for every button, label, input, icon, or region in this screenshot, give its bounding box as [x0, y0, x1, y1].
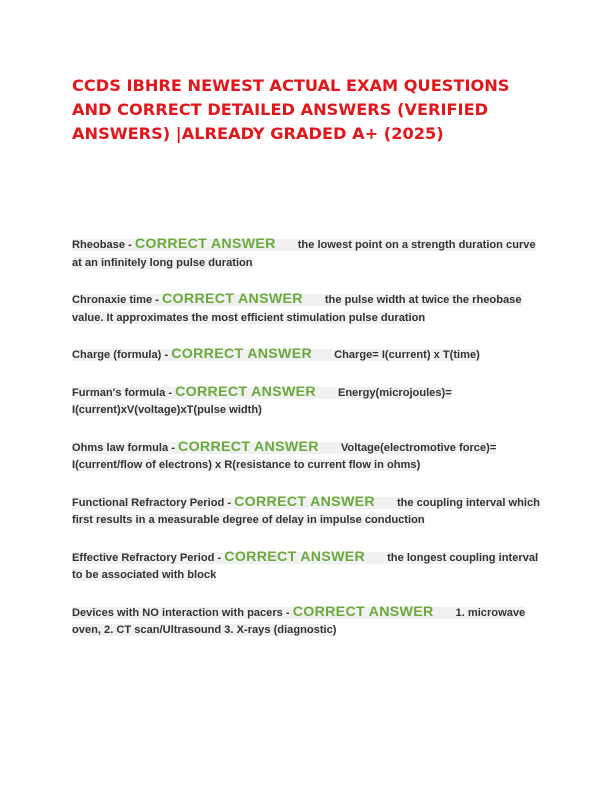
qa-separator: -	[165, 386, 176, 399]
qa-highlight	[72, 383, 452, 417]
qa-separator: -	[125, 239, 135, 251]
qa-term: Ohms law formula	[72, 441, 169, 454]
correct-answer-label: CORRECT ANSWER	[134, 236, 276, 252]
qa-highlight	[72, 493, 540, 527]
qa-item-rheobase	[72, 236, 540, 272]
qa-term: Charge (formula)	[72, 349, 162, 361]
qa-answer: the pulse width at twice the rheobase value. It approximates the most efficient stimulation pulse duration	[72, 294, 522, 324]
qa-item-ohms-law-formula	[72, 439, 540, 475]
correct-answer-label: CORRECT ANSWER	[171, 346, 313, 362]
qa-highlight	[72, 603, 526, 637]
qa-item-chronaxie-time	[72, 291, 540, 327]
qa-item-charge-formula	[72, 346, 540, 365]
qa-item-functional-refractory-period	[72, 494, 540, 530]
qa-answer: Charge= I(current) x T(time)	[334, 349, 480, 361]
qa-separator: -	[168, 441, 179, 454]
qa-term: Functional Refractory Period	[72, 496, 225, 509]
qa-separator: -	[282, 606, 293, 619]
qa-answer: the longest coupling interval to be associated with block	[72, 551, 539, 581]
qa-answer: 1. microwave oven, 2. CT scan/Ultrasound 3. X-rays (diagnostic)	[72, 606, 526, 636]
qa-item-devices-no-interaction	[72, 604, 540, 640]
qa-highlight	[72, 236, 536, 269]
qa-separator: -	[224, 496, 235, 509]
correct-answer-label: CORRECT ANSWER	[178, 438, 319, 455]
qa-highlight	[72, 548, 539, 582]
correct-answer-label: CORRECT ANSWER	[234, 493, 375, 510]
correct-answer-label: CORRECT ANSWER	[224, 548, 366, 565]
qa-answer: the lowest point on a strength duration curve at an infinitely long pulse duration	[72, 239, 536, 269]
qa-term: Devices with NO interaction with pacers	[72, 606, 283, 619]
qa-term: Effective Refractory Period	[72, 551, 215, 564]
qa-highlight	[72, 346, 480, 362]
document-title: CCDS IBHRE NEWEST ACTUAL EXAM QUESTIONS AND CORRECT DETAILED ANSWERS (VERIFIED ANSWERS) |ALREADY GRADED A+ (2025)	[72, 76, 510, 143]
qa-answer: Voltage(electromotive force)= I(current/flow of electrons) x R(resistance to current flow in ohms)	[72, 441, 497, 471]
qa-answer: Energy(microjoules)= I(current)xV(voltage)xT(pulse width)	[72, 386, 452, 416]
qa-item-effective-refractory-period	[72, 549, 540, 585]
qa-highlight	[72, 438, 497, 472]
qa-term: Furman's formula	[72, 386, 166, 399]
correct-answer-label: CORRECT ANSWER	[175, 383, 316, 400]
qa-separator: -	[152, 294, 163, 306]
correct-answer-label: CORRECT ANSWER	[162, 291, 303, 307]
qa-separator: -	[214, 551, 225, 564]
qa-highlight	[72, 291, 522, 324]
qa-item-furmans-formula	[72, 384, 540, 420]
qa-list	[72, 236, 540, 640]
qa-answer: the coupling interval which first results in a measurable degree of delay in impulse conduction	[72, 496, 540, 526]
qa-separator: -	[161, 349, 172, 361]
correct-answer-label: CORRECT ANSWER	[292, 603, 434, 620]
qa-term: Rheobase	[72, 239, 126, 251]
qa-term: Chronaxie time	[72, 294, 153, 306]
